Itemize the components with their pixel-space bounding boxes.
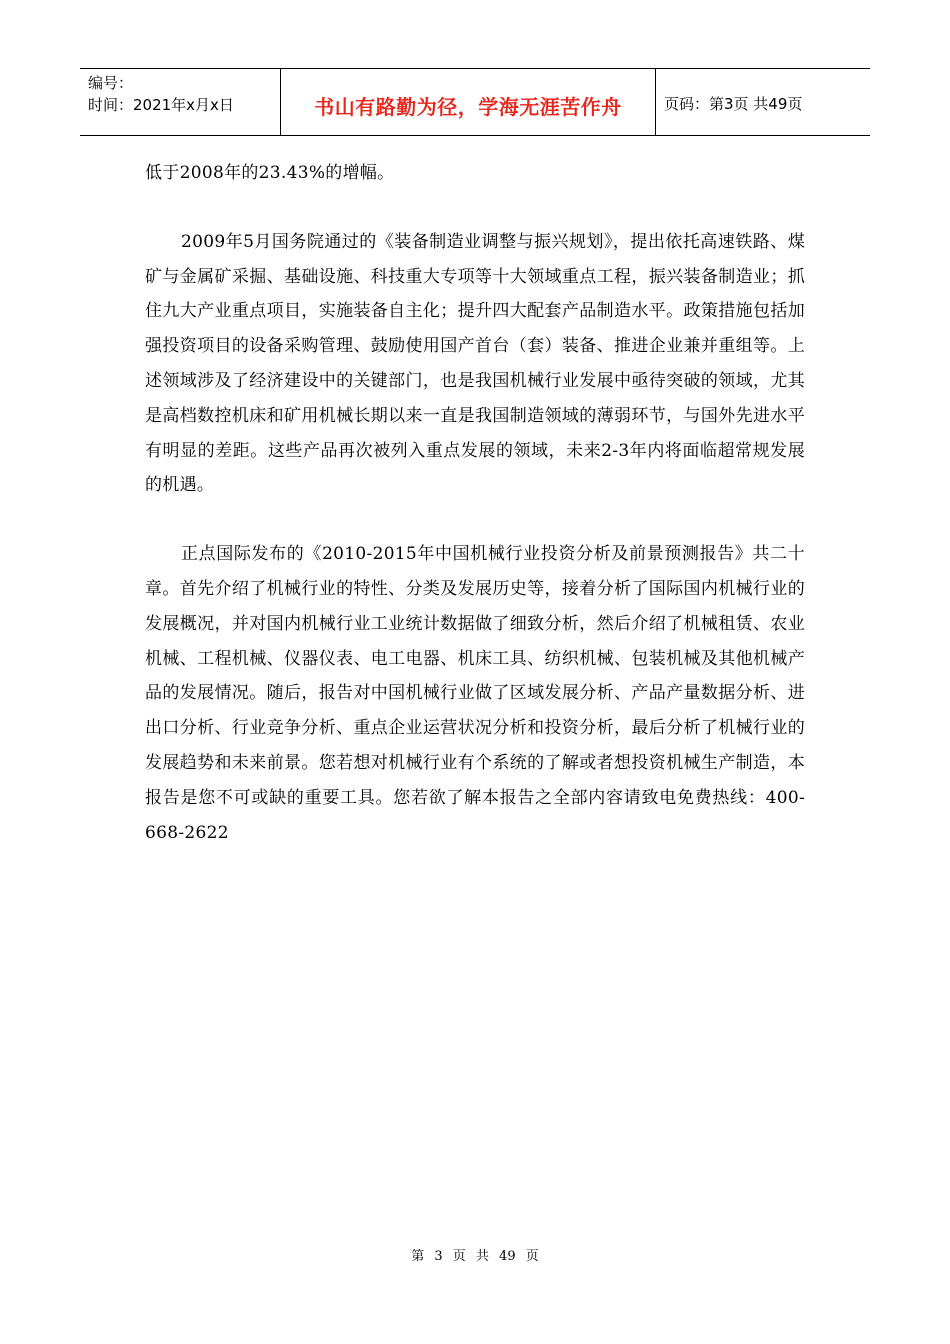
document-time-label: 时间：2021年x月x日 [88,96,234,114]
paragraph-1: 低于2008年的23.43%的增幅。 [145,163,395,183]
header-page-info-cell [656,69,870,135]
page-footer: 第 3 页 共 49 页 [411,1249,539,1264]
document-body [145,156,805,850]
paragraph-2: 2009年5月国务院通过的《装备制造业调整与振兴规划》，提出依托高速铁路、煤矿与金属矿采掘、基础设施、科技重大专项等十大领域重点工程，振兴装备制造业；抓住九大产业重点项目，实施装备自主化；提升四大配套产品制造水平。政策措施包括加强投资项目的设备采购管理、鼓励使用国产首台（套）装备、推进企业兼并重组等。上述领域涉及了经济建设中的关键部门，也是我国机械行业发展中亟待突破的领域，尤其是高档数控机床和矿用机械长期以来一直是我国制造领域的薄弱环节，与国外先进水平有明显的差距。这些产品再次被列入重点发展的领域，未来2-3年内将面临超常规发展的机遇。 [145,231,805,496]
header-motto-cell [281,69,656,135]
document-number-label: 编号： [88,74,134,92]
header-meta [80,69,281,135]
header-page-info: 页码：第3页 共49页 [664,94,803,113]
page-header [80,68,870,136]
paragraph-3: 正点国际发布的《2010-2015年中国机械行业投资分析及前景预测报告》共二十章。首先介绍了机械行业的特性、分类及发展历史等，接着分析了国际国内机械行业的发展概况，并对国内机械行业工业统计数据做了细致分析，然后介绍了机械租赁、农业机械、工程机械、仪器仪表、电工电器、机床工具、纺织机械、包装机械及其他机械产品的发展情况。随后，报告对中国机械行业做了区域发展分析、产品产量数据分析、进出口分析、行业竞争分析、重点企业运营状况分析和投资分析，最后分析了机械行业的发展趋势和未来前景。您若想对机械行业有个系统的了解或者想投资机械生产制造，本报告是您不可或缺的重要工具。您若欲了解本报告之全部内容请致电免费热线：400-668-2622 [145,544,805,843]
header-motto: 书山有路勤为径，学海无涯苦作舟 [314,94,622,119]
paragraph-gap [145,503,805,537]
paragraph-gap [145,191,805,225]
